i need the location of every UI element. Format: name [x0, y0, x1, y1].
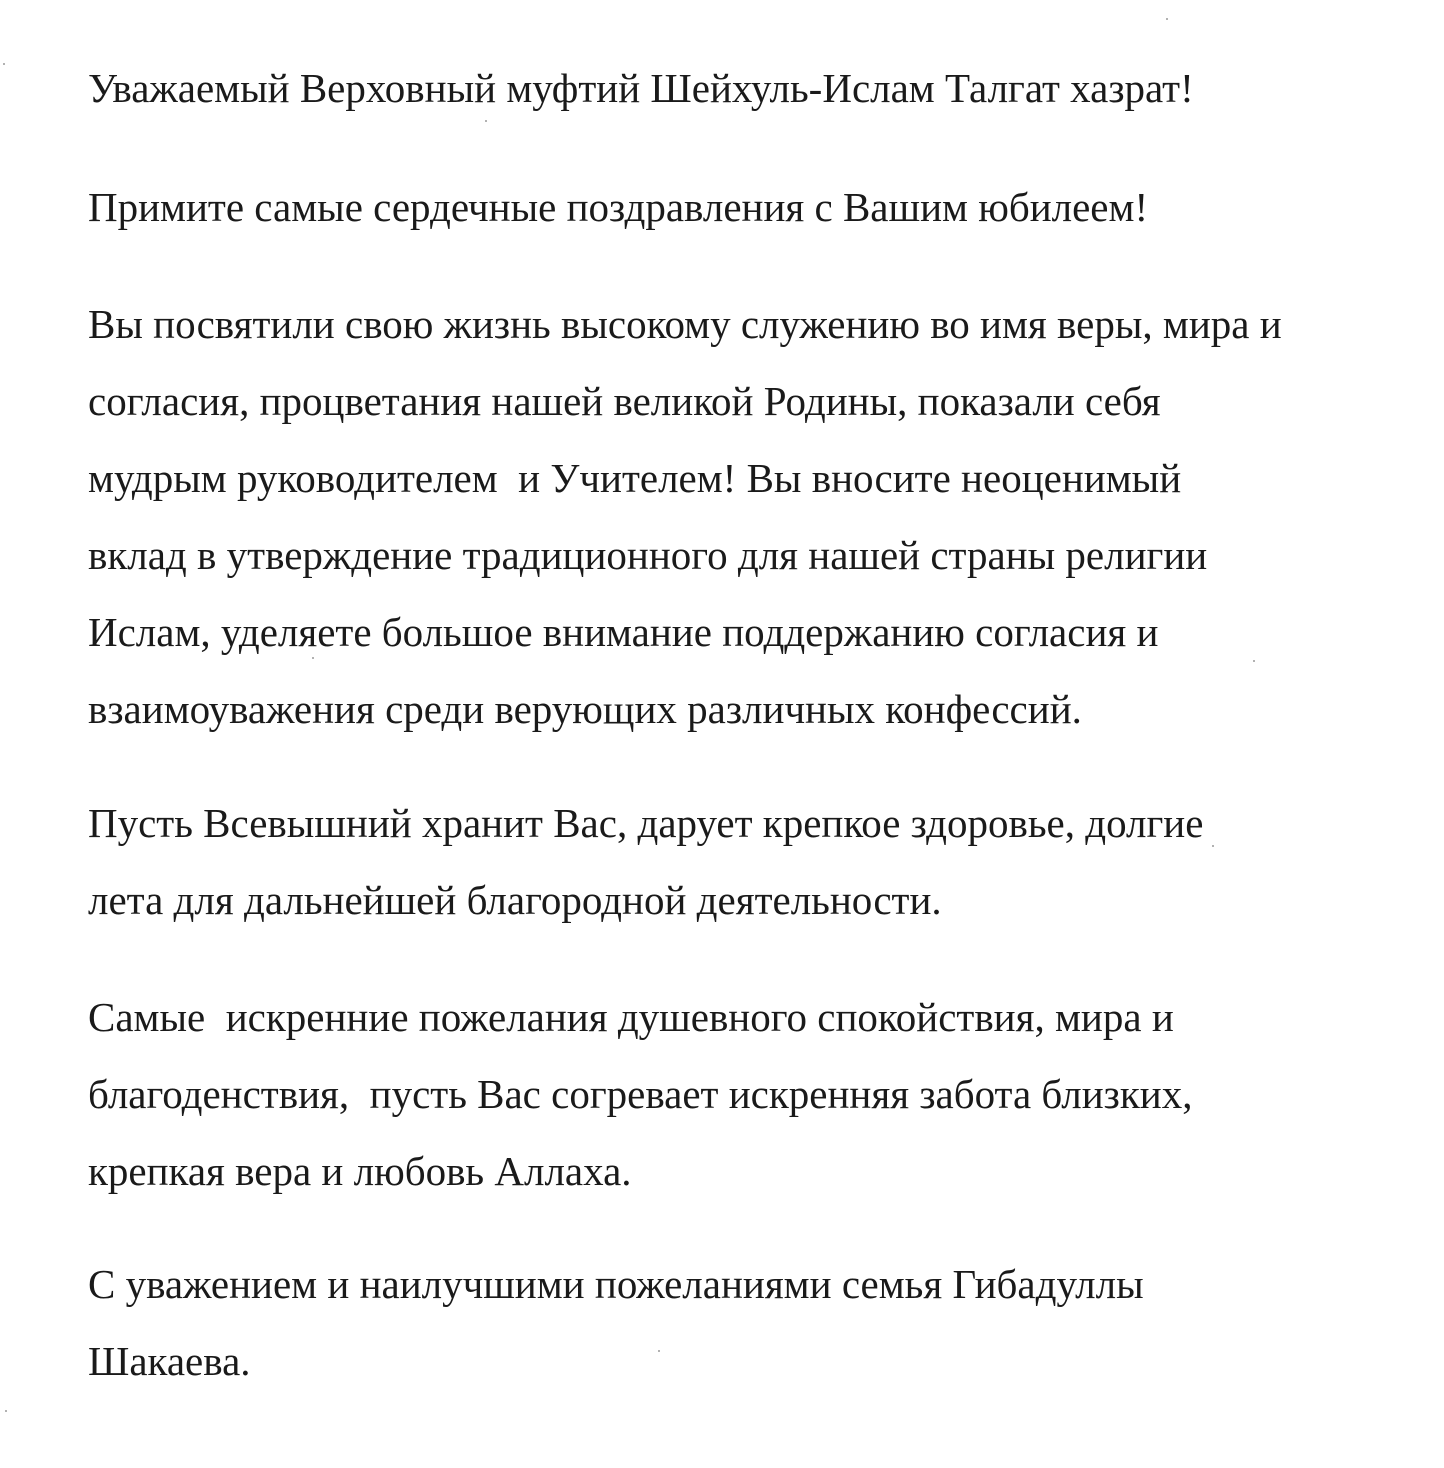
greeting-paragraph [88, 50, 1428, 127]
service-line: вклад в утверждение традиционного для нашей страны религии [88, 532, 1208, 578]
scan-speck [312, 657, 314, 659]
service-line: мудрым руководителем и Учителем! Вы вносите неоценимый [88, 455, 1182, 501]
scan-speck [485, 120, 487, 122]
scan-speck [658, 1350, 660, 1352]
service-paragraph [88, 286, 1428, 748]
scan-speck [1212, 845, 1214, 847]
signature-paragraph [88, 1246, 1428, 1400]
scan-speck [1166, 18, 1168, 20]
health-wishes-line: Пусть Всевышний хранит Вас, дарует крепкое здоровье, долгие [88, 800, 1204, 846]
scan-speck [3, 63, 5, 65]
peace-wishes-line: крепкая вера и любовь Аллаха. [88, 1148, 632, 1194]
health-wishes-paragraph [88, 785, 1428, 939]
service-line: Вы посвятили свою жизнь высокому служению во имя веры, мира и [88, 301, 1282, 347]
congratulations-line: Примите самые сердечные поздравления с Вашим юбилеем! [88, 184, 1149, 230]
signature-line: С уважением и наилучшими пожеланиями семья Гибадуллы [88, 1261, 1144, 1307]
health-wishes-line: лета для дальнейшей благородной деятельности. [88, 877, 942, 923]
peace-wishes-line: Самые искренние пожелания душевного спокойствия, мира и [88, 994, 1174, 1040]
peace-wishes-line: благоденствия, пусть Вас согревает искренняя забота близких, [88, 1071, 1193, 1117]
congratulations-paragraph [88, 169, 1428, 246]
peace-wishes-paragraph [88, 979, 1428, 1210]
scan-speck [1253, 660, 1255, 662]
signature-line: Шакаева. [88, 1338, 251, 1384]
greeting-line: Уважаемый Верховный муфтий Шейхуль-Ислам Талгат хазрат! [88, 65, 1194, 111]
scan-speck [5, 1410, 7, 1412]
service-line: Ислам, уделяете большое внимание поддержанию согласия и [88, 609, 1159, 655]
service-line: взаимоуважения среди верующих различных конфессий. [88, 686, 1082, 732]
service-line: согласия, процветания нашей великой Родины, показали себя [88, 378, 1161, 424]
